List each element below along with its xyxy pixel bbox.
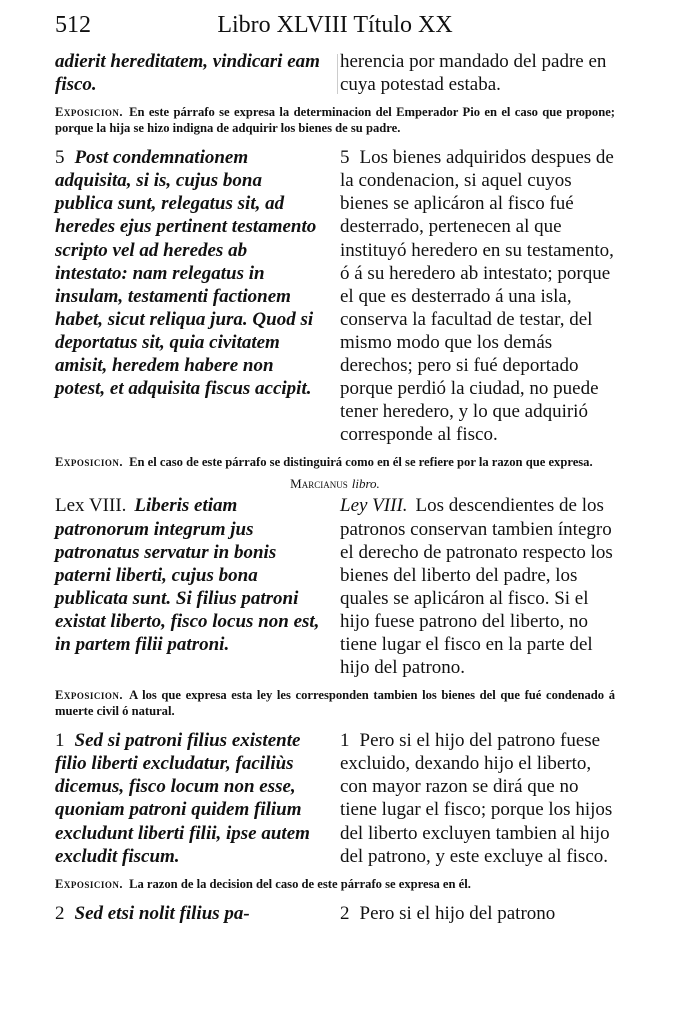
- exposicion-text: La razon de la decision del caso de este párrafo se expresa en él.: [129, 876, 471, 891]
- spanish-column: [330, 902, 615, 925]
- spanish-text: Pero si el hijo del patrono: [359, 902, 556, 924]
- latin-text: Post condemnationem adquisita, si is, cujus bona publica sunt, relegatus sit, ad heredes ejus pertinent testamento scripto vel ad heredes ab intestato: nam relegatus in insulam, testamenti factionem habet, sicut reliqua jura. Quod si deportatus sit, quia civitatem amisit, heredem habere non potest, et adquisita fiscus accipit.: [55, 147, 317, 400]
- exposicion-note: [55, 687, 615, 719]
- exposicion-label: Exposicion.: [55, 455, 124, 470]
- latin-column: [55, 146, 330, 400]
- paragraph-number: 5: [340, 147, 350, 169]
- paragraph-5: [55, 146, 615, 446]
- exposicion-note: [55, 876, 615, 892]
- spanish-text: herencia por mandado del padre en cuya potestad estaba.: [340, 51, 607, 96]
- page-header: [55, 12, 615, 46]
- column-divider: [337, 54, 338, 94]
- running-title: Libro XLVIII Título XX: [217, 12, 453, 38]
- latin-text: adierit hereditatem, vindicari eam fisco.: [55, 51, 320, 96]
- source-attribution: [55, 476, 615, 492]
- page-number: 512: [55, 12, 91, 38]
- text-body: [55, 50, 615, 933]
- paragraph-1: [55, 729, 615, 868]
- latin-column: [55, 494, 330, 656]
- paragraph-number: 5: [55, 147, 65, 169]
- continuation-block: [55, 50, 615, 96]
- latin-column: [55, 902, 330, 925]
- ley-label: Ley VIII.: [340, 495, 408, 517]
- spanish-text: Los bienes adquiridos despues de la condenacion, si aquel cuyos bienes se aplicáron al fisco fué desterrado, pertenecen al que instituyó heredero en su testamento, ó á su heredero ab intestato; porque el que es desterrado á una isla, conserva la facultad de testar, del mismo modo que los demás derechos; pero si fué deportado porque perdió la ciudad, no puede tener heredero, y lo que adquirió corresponde al fisco.: [340, 147, 614, 446]
- paragraph-number: 2: [340, 902, 350, 924]
- exposicion-text: En el caso de este párrafo se distinguirá como en él se refiere por la razon que expresa.: [129, 455, 593, 470]
- paragraph-2: [55, 902, 615, 925]
- paragraph-number: 1: [55, 730, 65, 752]
- latin-text: Sed si patroni filius existente filio liberti excludatur, faciliùs dicemus, fisco locum non esse, quoniam patroni quidem filium excludunt liberti filii, ipse autem excludit fiscum.: [55, 730, 310, 867]
- paragraph-number: 1: [340, 730, 350, 752]
- spanish-text: Pero si el hijo del patrono fuese excluido, dexando hijo el liberto, con mayor razon se dirá que no tiene lugar el fisco; porque los hijos del liberto excluyen tambien al hijo del patrono, y este excluye al fisco.: [340, 730, 613, 867]
- author-name: Marcianus: [290, 476, 348, 492]
- exposicion-label: Exposicion.: [55, 688, 124, 703]
- book-reference: libro.: [351, 476, 380, 492]
- spanish-text: Los descendientes de los patronos conservan tambien íntegro el derecho de patronato respecto los bienes del liberto del padre, los quales se aplicáron al fisco. Si el hijo fuese patrono del liberto, no tiene lugar el fisco en la parte del hijo del patrono.: [340, 495, 613, 679]
- spanish-column: [330, 146, 615, 446]
- exposicion-label: Exposicion.: [55, 105, 124, 120]
- lex-label: Lex VIII.: [55, 495, 127, 517]
- exposicion-label: Exposicion.: [55, 876, 124, 891]
- latin-text: Sed etsi nolit filius pa-: [74, 902, 250, 924]
- exposicion-text: A los que expresa esta ley les corresponden tambien los bienes del que fué condenado á muerte civil ó natural.: [55, 688, 615, 719]
- lex-8: [55, 494, 615, 679]
- exposicion-note: [55, 104, 615, 136]
- spanish-column: [330, 494, 615, 679]
- latin-column: [55, 729, 330, 868]
- paragraph-number: 2: [55, 902, 65, 924]
- latin-text: Liberis etiam patronorum integrum jus patronatus servatur in bonis paterni liberti, cujus bona publicata sunt. Si filius patroni existat liberto, fisco locus non est, in partem filii patroni.: [55, 495, 320, 655]
- exposicion-note: [55, 454, 615, 470]
- spanish-column: [330, 729, 615, 868]
- exposicion-text: En este párrafo se expresa la determinacion del Emperador Pio en el caso que propone; porque la hija se hizo indigna de adquirir los bienes de su padre.: [55, 105, 615, 136]
